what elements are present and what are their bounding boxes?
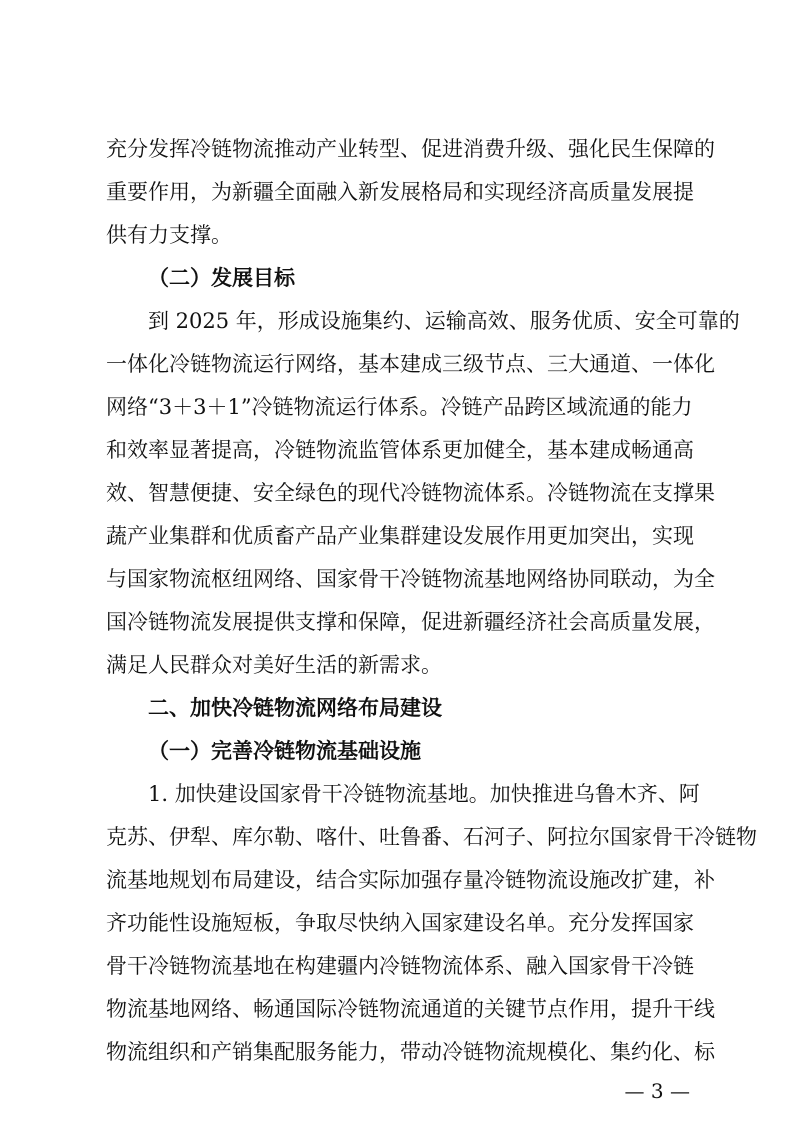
section-subheading: （二）发展目标 xyxy=(148,265,295,290)
paragraph-line: 供有力支撑。 xyxy=(106,223,232,247)
paragraph-line: 效、智慧便捷、安全绿色的现代冷链物流体系。冷链物流在支撑果 xyxy=(106,481,715,505)
paragraph-line: 满足人民群众对美好生活的新需求。 xyxy=(106,653,442,677)
paragraph-line: 蔬产业集群和优质畜产品产业集群建设发展作用更加突出，实现 xyxy=(106,524,694,548)
section-heading: 二、加快冷链物流网络布局建设 xyxy=(148,696,442,720)
paragraph-line: 流基地规划布局建设，结合实际加强存量冷链物流设施改扩建，补 xyxy=(106,868,715,892)
paragraph-line: 齐功能性设施短板，争取尽快纳入国家建设名单。充分发挥国家 xyxy=(106,911,694,935)
paragraph-line: 到 2025 年，形成设施集约、运输高效、服务优质、安全可靠的 xyxy=(148,309,740,333)
page-number: — 3 — xyxy=(624,1079,690,1103)
paragraph-line: 骨干冷链物流基地在构建疆内冷链物流体系、融入国家骨干冷链 xyxy=(106,954,694,978)
paragraph-line: 国冷链物流发展提供支撑和保障，促进新疆经济社会高质量发展， xyxy=(106,610,715,634)
paragraph-line: 物流组织和产销集配服务能力，带动冷链物流规模化、集约化、标 xyxy=(106,1040,715,1064)
paragraph-line: 和效率显著提高，冷链物流监管体系更加健全，基本建成畅通高 xyxy=(106,438,694,462)
paragraph-line: 物流基地网络、畅通国际冷链物流通道的关键节点作用，提升干线 xyxy=(106,997,715,1021)
paragraph-line: 充分发挥冷链物流推动产业转型、促进消费升级、强化民生保障的 xyxy=(106,137,715,161)
paragraph-line: 1. 加快建设国家骨干冷链物流基地。加快推进乌鲁木齐、阿 xyxy=(148,782,700,806)
section-subheading: （一）完善冷链物流基础设施 xyxy=(148,738,421,763)
paragraph-line: 重要作用，为新疆全面融入新发展格局和实现经济高质量发展提 xyxy=(106,180,694,204)
paragraph-line: 一体化冷链物流运行网络，基本建成三级节点、三大通道、一体化 xyxy=(106,352,715,376)
paragraph-line: 与国家物流枢纽网络、国家骨干冷链物流基地网络协同联动，为全 xyxy=(106,567,715,591)
paragraph-line: 克苏、伊犁、库尔勒、喀什、吐鲁番、石河子、阿拉尔国家骨干冷链物 xyxy=(106,825,757,849)
paragraph-line: 网络“3＋3＋1”冷链物流运行体系。冷链产品跨区域流通的能力 xyxy=(106,395,693,419)
